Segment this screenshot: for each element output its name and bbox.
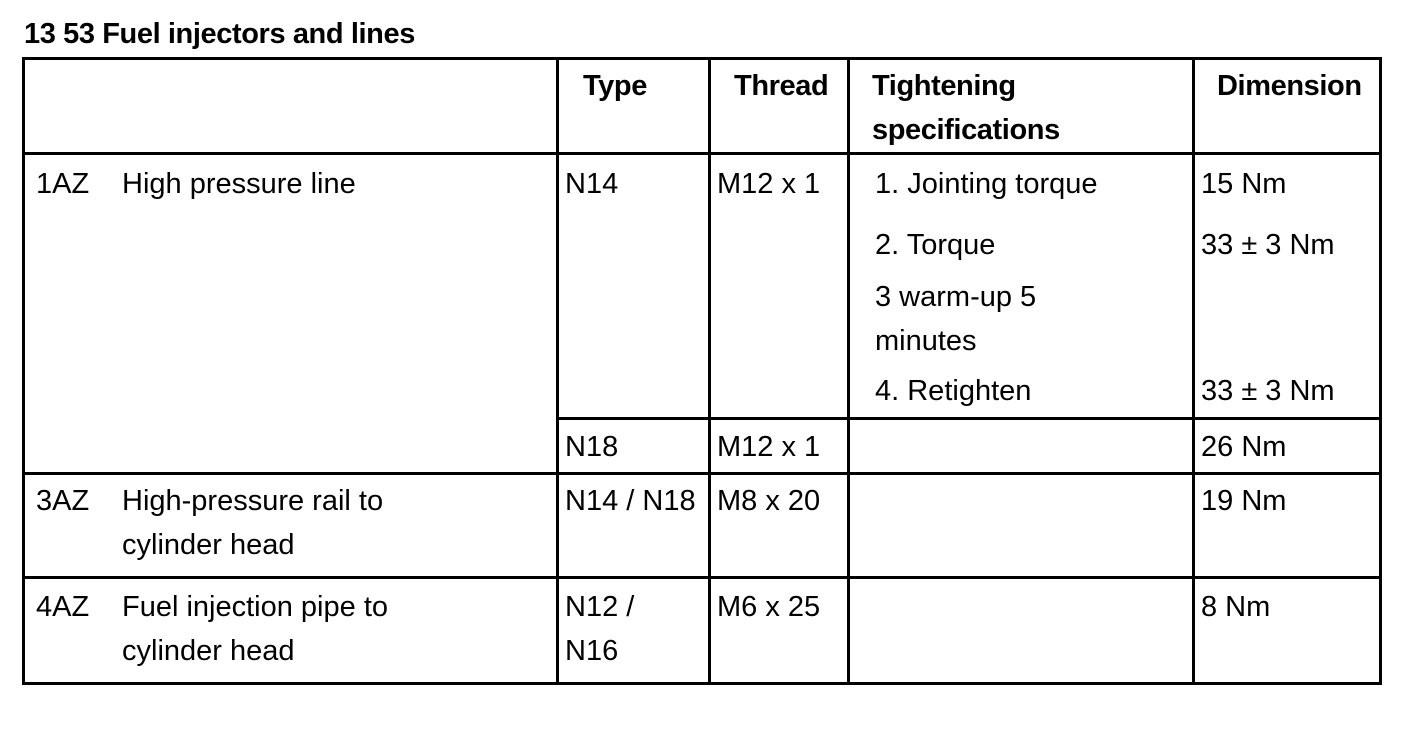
- spec-step: 4. Retighten: [875, 375, 1032, 407]
- row-label-cell: [24, 578, 558, 684]
- dimension-value: 33 ± 3 Nm: [1201, 229, 1335, 261]
- row-description: High pressure line: [122, 168, 356, 200]
- row-code: 3AZ: [36, 485, 90, 517]
- spec-step: 2. Torque: [875, 229, 996, 261]
- spec-cell: [849, 474, 1194, 578]
- spec-step: 3 warm-up 5 minutes: [875, 281, 1037, 357]
- dimension-cell: [1194, 154, 1381, 419]
- type-cell: [558, 578, 710, 684]
- type-value: N12 / N16: [565, 591, 635, 667]
- spec-cell: [849, 154, 1194, 419]
- specification-table: [22, 57, 1382, 685]
- row-description: Fuel injection pipe to cylinder head: [122, 591, 388, 667]
- header-spec: Tightening specifications: [849, 59, 1194, 154]
- header-dimension: Dimension: [1194, 59, 1381, 154]
- thread-cell: M6 x 25: [710, 578, 849, 684]
- type-cell: N14: [558, 154, 710, 419]
- header-thread: Thread: [710, 59, 849, 154]
- table-header-row: [24, 59, 1381, 154]
- table-row: [24, 474, 1381, 578]
- thread-cell: M12 x 1: [710, 419, 849, 474]
- type-cell: N18: [558, 419, 710, 474]
- thread-cell: M12 x 1: [710, 154, 849, 419]
- header-blank: [24, 59, 558, 154]
- dimension-cell: 8 Nm: [1194, 578, 1381, 684]
- table-row: [24, 154, 1381, 419]
- header-type: Type: [558, 59, 710, 154]
- row-label-cell: [24, 474, 558, 578]
- row-code: 1AZ: [36, 168, 90, 200]
- spec-cell: [849, 419, 1194, 474]
- row-description: High-pressure rail to cylinder head: [122, 485, 384, 561]
- row-label-cell: [24, 154, 558, 474]
- type-cell: N14 / N18: [558, 474, 710, 578]
- dimension-cell: 19 Nm: [1194, 474, 1381, 578]
- table-row: [24, 578, 1381, 684]
- spec-cell: [849, 578, 1194, 684]
- spec-step: 1. Jointing torque: [875, 168, 1098, 200]
- row-code: 4AZ: [36, 591, 90, 623]
- dimension-value: 33 ± 3 Nm: [1201, 375, 1335, 407]
- dimension-cell: 26 Nm: [1194, 419, 1381, 474]
- page-title: 13 53 Fuel injectors and lines: [24, 18, 415, 50]
- dimension-value: 15 Nm: [1201, 168, 1287, 200]
- thread-cell: M8 x 20: [710, 474, 849, 578]
